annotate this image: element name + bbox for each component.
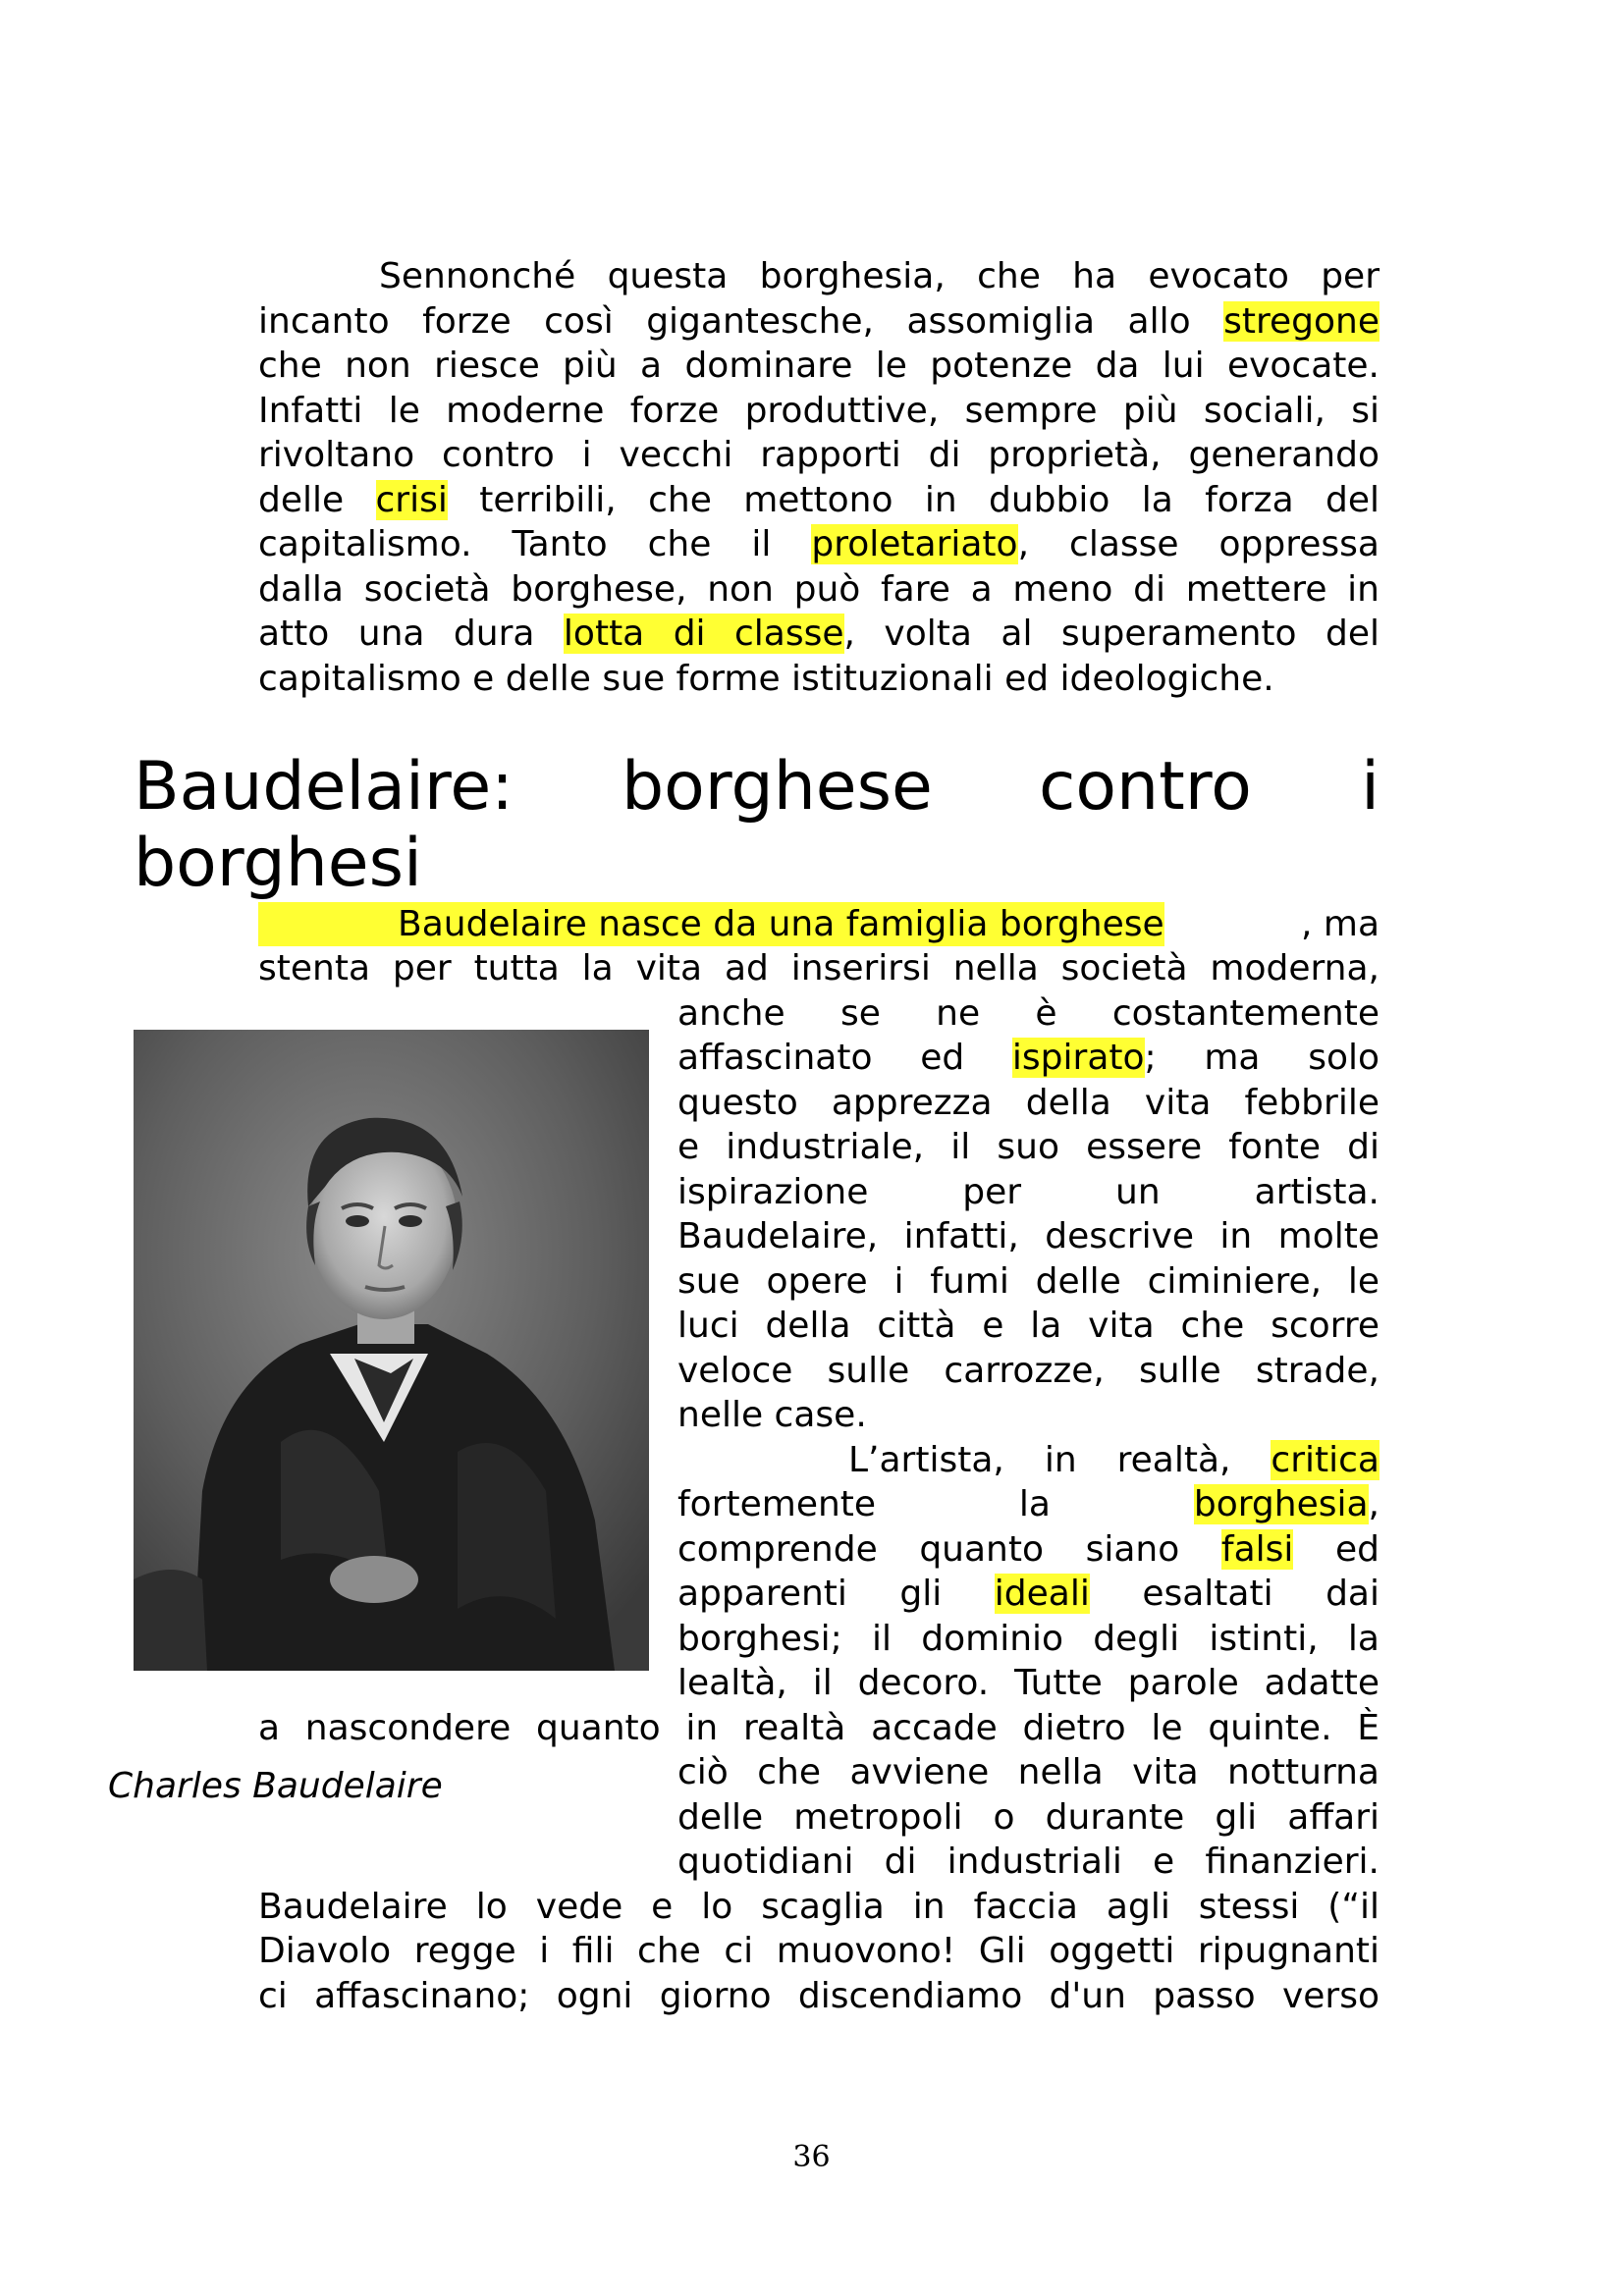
text-run: affascinato ed [677,1038,1012,1078]
heading-word: i [1361,748,1380,826]
para1-line-6 [258,478,1380,522]
highlight-falsi: falsi [1220,1529,1294,1570]
highlight-ispirato: ispirato [1011,1038,1145,1078]
highlight-borghesia: borghesia [1193,1484,1369,1524]
para1-line-8: dalla società borghese, non può fare a meno di mettere in [258,569,1380,610]
para2-line-5: questo apprezza della vita febbrile [677,1083,1380,1123]
para1-line-10: capitalismo e delle sue forme istituzionali ed ideologiche. [258,659,1274,699]
para2-line-11: veloce sulle carrozze, sulle strade, [677,1351,1380,1391]
portrait-drawing [134,1030,649,1671]
highlight-proletariato: proletariato [811,524,1018,564]
para3-line-2 [677,1482,1380,1526]
text-run: ed [1293,1529,1380,1570]
text-run: , [1368,1484,1380,1524]
text-run: atto una dura [258,614,564,654]
highlight-crisi: crisi [375,480,448,520]
para1-line-7 [258,522,1380,566]
para3-line-9: delle metropoli o durante gli affari [677,1797,1380,1838]
text-run: , ma [1300,904,1380,944]
section-heading-line-2: borghesi [134,825,422,902]
text-run: ; ma solo [1144,1038,1380,1078]
para2-line-4 [677,1036,1380,1080]
para3-line-1 [848,1438,1380,1482]
highlight-stregone: stregone [1223,301,1380,342]
para2-line-2: stenta per tutta la vita ad inserirsi nella società moderna, [258,948,1380,988]
heading-word: borghese [622,748,933,826]
text-run: fortemente la [677,1484,1194,1524]
highlight-ideali: ideali [994,1574,1090,1614]
para3-line-11: Baudelaire lo vede e lo scaglia in faccia agli stessi (“il [258,1887,1380,1927]
para3-line-4 [677,1572,1380,1616]
text-run: comprende quanto siano [677,1529,1221,1570]
heading-word: contro [1039,748,1252,826]
para1-line-1: Sennonché questa borghesia, che ha evocato per [379,256,1380,296]
para3-line-5: borghesi; il dominio degli istinti, la [677,1619,1380,1659]
para3-line-10: quotidiani di industriali e finanzieri. [677,1842,1380,1882]
baudelaire-portrait [134,1030,649,1671]
highlight-lotta-di-classe: lotta di classe [563,614,844,654]
para3-line-6: lealtà, il decoro. Tutte parole adatte [677,1663,1380,1703]
page-number: 36 [792,2140,831,2174]
para2-line-1 [258,902,1380,946]
para1-line-2 [258,299,1380,344]
para1-line-9 [258,612,1380,656]
para3-line-13: ci affascinano; ogni giorno discendiamo d'un passo verso [258,1976,1380,2016]
heading-word: Baudelaire: [134,748,514,826]
text-run: esaltati dai [1089,1574,1380,1614]
text-run: , volta al superamento del [843,614,1380,654]
text-run: L’artista, in realtà, [848,1440,1271,1480]
text-run: capitalismo. Tanto che il [258,524,812,564]
highlight-critica: critica [1271,1440,1380,1480]
para1-line-4: Infatti le moderne forze produttive, sempre più sociali, si [258,391,1380,431]
para2-line-6: e industriale, il suo essere fonte di [677,1127,1380,1167]
para2-line-7: ispirazione per un artista. [677,1172,1380,1212]
text-run: terribili, che mettono in dubbio la forza del [447,480,1380,520]
para2-line-12: nelle case. [677,1395,867,1435]
para2-line-10: luci della città e la vita che scorre [677,1306,1380,1346]
para3-line-8: ciò che avviene nella vita notturna [677,1752,1380,1792]
para2-line-3: anche se ne è costantemente [677,993,1380,1034]
para1-line-3: che non riesce più a dominare le potenze da lui evocate. [258,346,1380,386]
para2-line-8: Baudelaire, infatti, descrive in molte [677,1216,1380,1256]
text-run: , classe oppressa [1017,524,1380,564]
text-run: apparenti gli [677,1574,995,1614]
para3-line-3 [677,1527,1380,1572]
text-run: delle [258,480,376,520]
text-run: incanto forze così gigantesche, assomiglia allo [258,301,1224,342]
highlight-famiglia-borghese: Baudelaire nasce da una famiglia borghese [258,902,1164,946]
para3-line-12: Diavolo regge i fili che ci muovono! Gli oggetti ripugnanti [258,1931,1380,1971]
para2-line-9: sue opere i fumi delle ciminiere, le [677,1261,1380,1302]
para3-line-7: a nascondere quanto in realtà accade dietro le quinte. È [258,1708,1380,1748]
para1-line-5: rivoltano contro i vecchi rapporti di proprietà, generando [258,435,1380,475]
image-caption: Charles Baudelaire [108,1766,443,1806]
